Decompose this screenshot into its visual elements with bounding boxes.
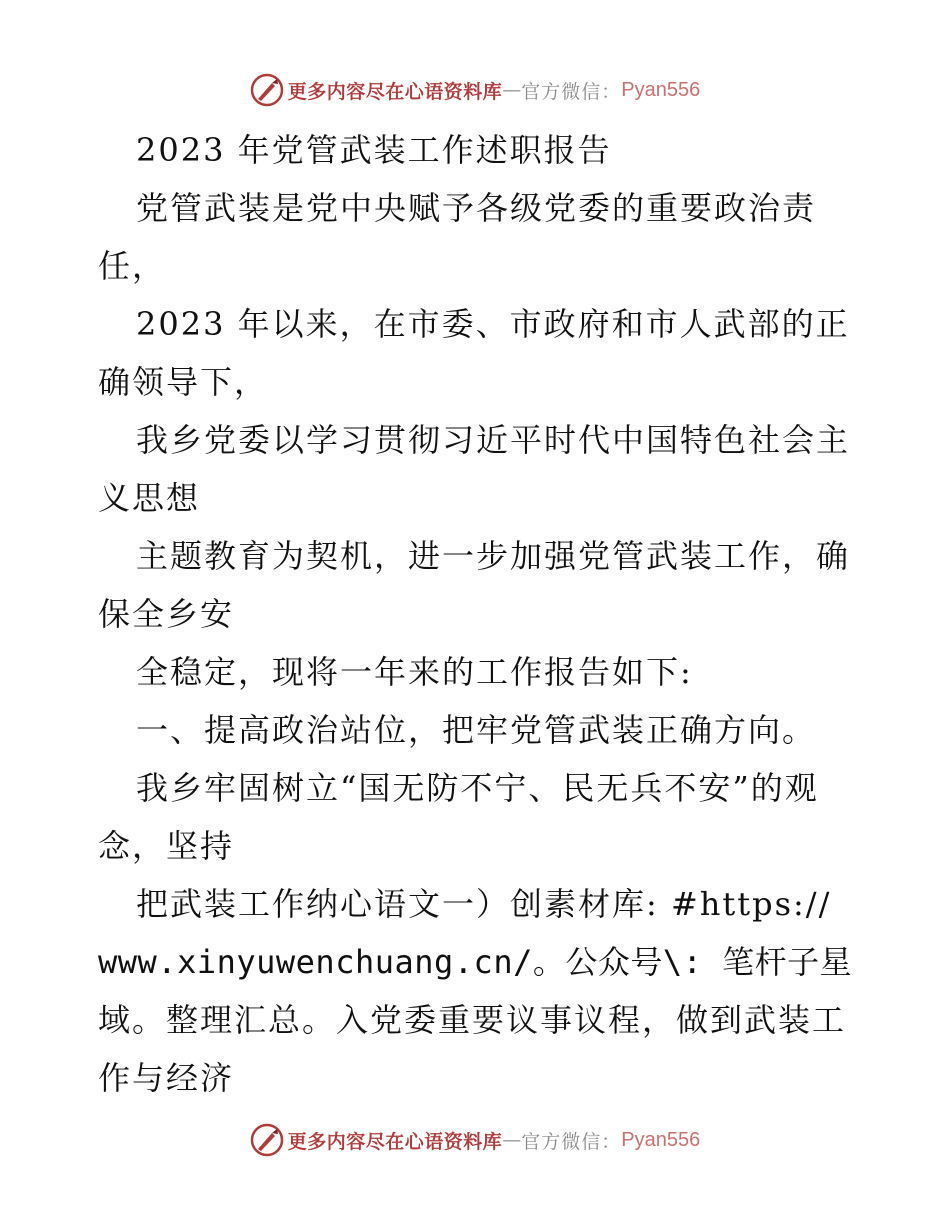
text-line: 主题教育为契机，进一步加强党管武装工作，确 bbox=[136, 537, 851, 575]
text-line: 把武装工作纳心语文一）创素材库: #https:// bbox=[136, 885, 832, 923]
banner-text: 更多内容尽在心语资料库 bbox=[287, 1130, 503, 1153]
text-line: 义思想 bbox=[98, 479, 201, 517]
text-line: 我乡党委以学习贯彻习近平时代中国特色社会主 bbox=[136, 421, 851, 459]
text-line: 念，坚持 bbox=[98, 827, 235, 865]
banner-dash: — bbox=[502, 79, 522, 101]
footer-banner bbox=[0, 1120, 950, 1160]
banner-official-label: 官方微信： bbox=[521, 80, 622, 103]
text-line: 我乡牢固树立“国无防不宁、民无兵不安”的观 bbox=[136, 769, 819, 807]
text-line: 域。整理汇总。入党委重要议事议程，做到武装工 bbox=[98, 1001, 847, 1039]
text-line: 保全乡安 bbox=[98, 595, 235, 633]
quill-pen-icon bbox=[250, 1123, 284, 1157]
banner-wechat-id: Pyan556 bbox=[621, 78, 701, 101]
section-heading: 一、提高政治站位，把牢党管武装正确方向。 bbox=[136, 711, 817, 749]
text-line: 党管武装是党中央赋予各级党委的重要政治责 bbox=[136, 189, 817, 227]
document-title: 2023 年党管武装工作述职报告 bbox=[136, 131, 612, 169]
banner-wechat-id: Pyan556 bbox=[621, 1128, 701, 1151]
quill-pen-icon bbox=[250, 73, 284, 107]
banner-official-label: 官方微信： bbox=[521, 1130, 622, 1153]
header-banner bbox=[0, 70, 950, 110]
text-line: 任， bbox=[98, 247, 167, 285]
document-body bbox=[98, 121, 858, 1107]
text-line: 全稳定，现将一年来的工作报告如下: bbox=[136, 653, 693, 691]
banner-text: 更多内容尽在心语资料库 bbox=[287, 80, 503, 103]
banner-dash: — bbox=[502, 1129, 522, 1151]
text-line: 确领导下， bbox=[98, 363, 269, 401]
text-line: 2023 年以来，在市委、市政府和市人武部的正 bbox=[136, 305, 850, 343]
text-line: 作与经济 bbox=[98, 1059, 235, 1097]
url-line: www.xinyuwenchuang.cn/。公众号\: 笔杆子星 bbox=[98, 943, 853, 981]
